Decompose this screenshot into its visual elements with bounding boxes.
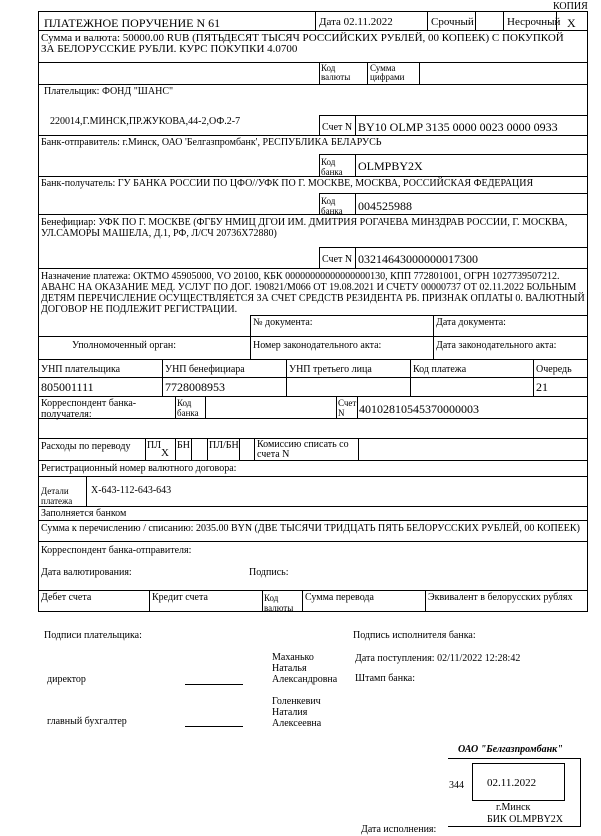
debit-account-header: Дебет счета bbox=[41, 592, 92, 603]
credit-account-header: Кредит счета bbox=[152, 592, 208, 603]
amount-digits-label: Сумма цифрами bbox=[370, 63, 405, 82]
queue-label: Очередь bbox=[536, 364, 572, 375]
execution-date-label: Дата исполнения: bbox=[361, 824, 437, 835]
payment-code-label: Код платежа bbox=[413, 364, 467, 375]
law-date-label: Дата законодательного акта: bbox=[436, 340, 557, 351]
payer-signatures-label: Подписи плательщика: bbox=[44, 630, 142, 641]
option-pl-mark: X bbox=[161, 447, 169, 459]
unp-payer-label: УНП плательщика bbox=[41, 364, 121, 375]
currency-code-header: Код валюты bbox=[264, 593, 294, 613]
urgent-label: Срочный bbox=[431, 16, 474, 28]
sender-bank-code-label: Код банка bbox=[321, 157, 343, 177]
bank-signature-label: Подпись: bbox=[249, 567, 289, 578]
payer-account-label: Счет N bbox=[322, 122, 353, 133]
equivalent-header: Эквивалент в белорусских рублях bbox=[428, 592, 573, 603]
recipient-bank-code-label: Код банка bbox=[321, 196, 343, 216]
sender-correspondent: Корреспондент банка-отправителя: bbox=[41, 545, 192, 556]
correspondent-label: Корреспондент банка-получателя: bbox=[41, 398, 137, 420]
doc-number-label: № документа: bbox=[253, 317, 313, 328]
amount-currency: Сумма и валюта: 50000.00 RUB (ПЯТЬДЕСЯТ ТЫСЯЧ РОССИЙСКИХ РУБЛЕЙ, 00 КОПЕЕК) С ПОКУПКОЙ ЗА БЕЛОРУССКИЕ РУБЛИ. КУРС ПОКУПКИ 4.0700 bbox=[41, 32, 564, 55]
document-date: Дата 02.11.2022 bbox=[319, 16, 393, 28]
director-signature-line bbox=[185, 684, 243, 685]
accountant-label: главный бухгалтер bbox=[47, 716, 127, 727]
value-date-label: Дата валютирования: bbox=[41, 567, 132, 578]
copy-label: КОПИЯ bbox=[553, 1, 588, 12]
receipt-date: Дата поступления: 02/11/2022 12:28:42 bbox=[355, 653, 521, 664]
stamp-bank-name: ОАО "Белгазпромбанк" bbox=[458, 744, 563, 755]
transfer-amount-header: Сумма перевода bbox=[305, 592, 374, 603]
unp-beneficiary-value: 7728008953 bbox=[165, 380, 225, 394]
authorized-body-label: Уполномоченный орган: bbox=[72, 340, 177, 351]
accountant-signature-line bbox=[185, 726, 243, 727]
filled-by-bank: Заполняется банком bbox=[41, 508, 127, 519]
correspondent-account: 40102810545370000003 bbox=[359, 402, 479, 416]
non-urgent-label: Несрочный bbox=[507, 16, 561, 28]
queue-value: 21 bbox=[536, 380, 548, 394]
reg-number-label: Регистрационный номер валютного договора: bbox=[41, 463, 237, 474]
details-label: Детали платежа bbox=[41, 486, 73, 506]
law-number-label: Номер законодательного акта: bbox=[253, 340, 382, 351]
unp-beneficiary-label: УНП бенефициара bbox=[165, 364, 245, 375]
correspondent-account-label: Счет N bbox=[338, 398, 357, 418]
accountant-name: Голенкевич Наталия Алексеевна bbox=[272, 696, 322, 729]
payer-label: Плательщик: ФОНД "ШАНС" bbox=[44, 86, 174, 97]
correspondent-code-label: Код банка bbox=[177, 398, 199, 418]
option-pl-bn: ПЛ/БН bbox=[209, 440, 239, 451]
payment-purpose: Назначение платежа: ОКТМО 45905000, VO 20100, КБК 00000000000000000130, КПП 772801001, ОГРН 1027739507212. АВАНС НА ОКАЗАНИЕ МЕД. УСЛУГ ПО ДОГ. 190821/М066 ОТ 19.08.2021 И СЧЕТУ 00000737 ОТ 02.11.2022 БОЛЬНЫМ ДЕТЯМ ПЕРЕЧИСЛЕНИЕ ОСУЩЕСТВЛЯЕТСЯ ЗА СЧЕТ СРЕДСТВ РЕЗИДЕНТА РБ. ПРИЗНАК ОПЛАТЫ 0. ВАЛЮТНЫЙ ДОГОВОР НЕ ПОДЛЕЖИТ РЕГИСТРАЦИИ. bbox=[41, 271, 585, 315]
director-label: директор bbox=[47, 674, 86, 685]
amount-debit: Сумма к перечислению / списанию: 2035.00 BYN (ДВЕ ТЫСЯЧИ ТРИДЦАТЬ ПЯТЬ БЕЛОРУССКИХ РУБЛЕЙ, 00 КОПЕЕК) bbox=[41, 523, 580, 534]
bank-executor-signature-label: Подпись исполнителя банка: bbox=[353, 630, 476, 641]
payer-address: 220014,Г.МИНСК,ПР.ЖУКОВА,44-2,ОФ.2-7 bbox=[50, 116, 241, 127]
sender-bank-label: Банк-отправитель: г.Минск, ОАО 'Белгазпромбанк', РЕСПУБЛИКА БЕЛАРУСЬ bbox=[41, 137, 382, 148]
recipient-bank-code: 004525988 bbox=[358, 199, 412, 213]
stamp-number: 344 bbox=[449, 780, 464, 791]
recipient-bank-label: Банк-получатель: ГУ БАНКА РОССИИ ПО ЦФО//УФК ПО Г. МОСКВЕ, МОСКВА, РОССИЙСКАЯ ФЕДЕРАЦИЯ bbox=[41, 178, 534, 189]
non-urgent-mark: X bbox=[567, 16, 576, 30]
transfer-costs-label: Расходы по переводу bbox=[41, 441, 131, 452]
option-bn: БН bbox=[177, 440, 190, 451]
document-title: ПЛАТЕЖНОЕ ПОРУЧЕНИЕ N 61 bbox=[44, 16, 221, 30]
director-name: Маханько Наталья Александровна bbox=[272, 652, 338, 685]
beneficiary-account-label: Счет N bbox=[322, 254, 353, 265]
sender-bank-code: OLMPBY2X bbox=[358, 159, 423, 173]
unp-payer-value: 805001111 bbox=[41, 380, 94, 394]
option-pl: ПЛ bbox=[147, 440, 162, 451]
stamp-city: г.Минск bbox=[496, 802, 531, 813]
currency-code-label: Код валюты bbox=[321, 63, 351, 82]
stamp-bik: БИК OLMPBY2X bbox=[487, 814, 564, 825]
details-value: X-643-112-643-643 bbox=[91, 485, 172, 496]
beneficiary-label: Бенефициар: УФК ПО Г. МОСКВЕ (ФГБУ НМИЦ ДГОИ ИМ. ДМИТРИЯ РОГАЧЕВА МИНЗДРАВ РОССИИ, Г. МОСКВА, УЛ.САМОРЫ МАШЕЛА, Д.1, РФ, Л/СЧ 20736Х72880) bbox=[41, 217, 568, 239]
doc-date-label: Дата документа: bbox=[436, 317, 506, 328]
bank-stamp-label: Штамп банка: bbox=[355, 673, 415, 684]
commission-label: Комиссию списать со счета N bbox=[257, 439, 349, 460]
beneficiary-account: 03214643000000017300 bbox=[358, 252, 478, 266]
unp-third-party-label: УНП третьего лица bbox=[289, 364, 372, 375]
payer-account: BY10 OLMP 3135 0000 0023 0000 0933 bbox=[358, 120, 558, 134]
stamp-date: 02.11.2022 bbox=[487, 777, 537, 789]
